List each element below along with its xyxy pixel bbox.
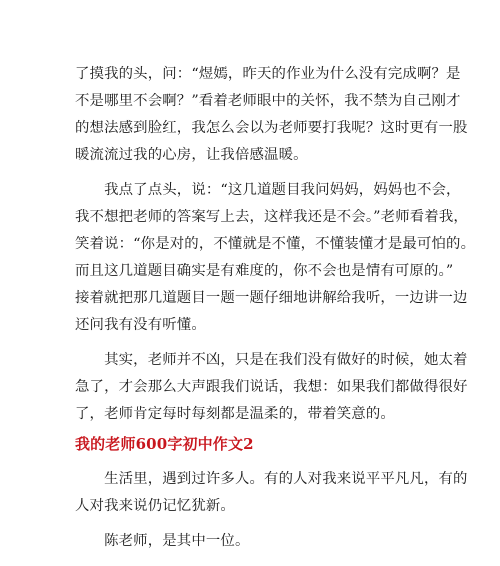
- body-text-line: 了摸我的头，问：“煜嫣，昨天的作业为什么没有完成啊？是: [75, 66, 461, 82]
- body-text-line: 其实，老师并不凶，只是在我们没有做好的时候，她太着: [75, 352, 468, 368]
- body-text-line: 的想法感到脸红，我怎么会以为老师要打我呢？这时更有一股: [75, 120, 468, 136]
- body-text-line: 我点了点头，说：“这几道题目我问妈妈，妈妈也不会，: [75, 182, 461, 198]
- body-text-line: 陈老师，是其中一位。: [75, 533, 250, 549]
- body-text-line: 暖流流过我的心房，让我倍感温暖。: [75, 147, 308, 163]
- body-text-line: 还问我有没有听懂。: [75, 317, 206, 333]
- body-text-line: 生活里，遇到过许多人。有的人对我来说平平凡凡，有的: [75, 471, 468, 487]
- body-text-line: 了，老师肯定每时每刻都是温柔的，带着笑意的。: [75, 406, 395, 422]
- body-text-line: 接着就把那几道题目一题一题仔细地讲解给我听，一边讲一边: [75, 290, 468, 306]
- body-text-line: 笑着说：“你是对的，不懂就是不懂，不懂装懂才是最可怕的。: [75, 236, 476, 252]
- section-heading: 我的老师600字初中作文2: [75, 435, 254, 453]
- body-text-line: 而且这几道题目确实是有难度的，你不会也是情有可原的。”: [75, 263, 454, 279]
- body-text-line: 我不想把老师的答案写上去，这样我还是不会。”老师看着我，: [75, 209, 468, 225]
- body-text-line: 不是哪里不会啊？”看着老师眼中的关怀，我不禁为自己刚才: [75, 93, 461, 109]
- body-text-line: 人对我来说仍记忆犹新。: [75, 498, 235, 514]
- body-text-line: 急了，才会那么大声跟我们说话，我想：如果我们都做得很好: [75, 379, 468, 395]
